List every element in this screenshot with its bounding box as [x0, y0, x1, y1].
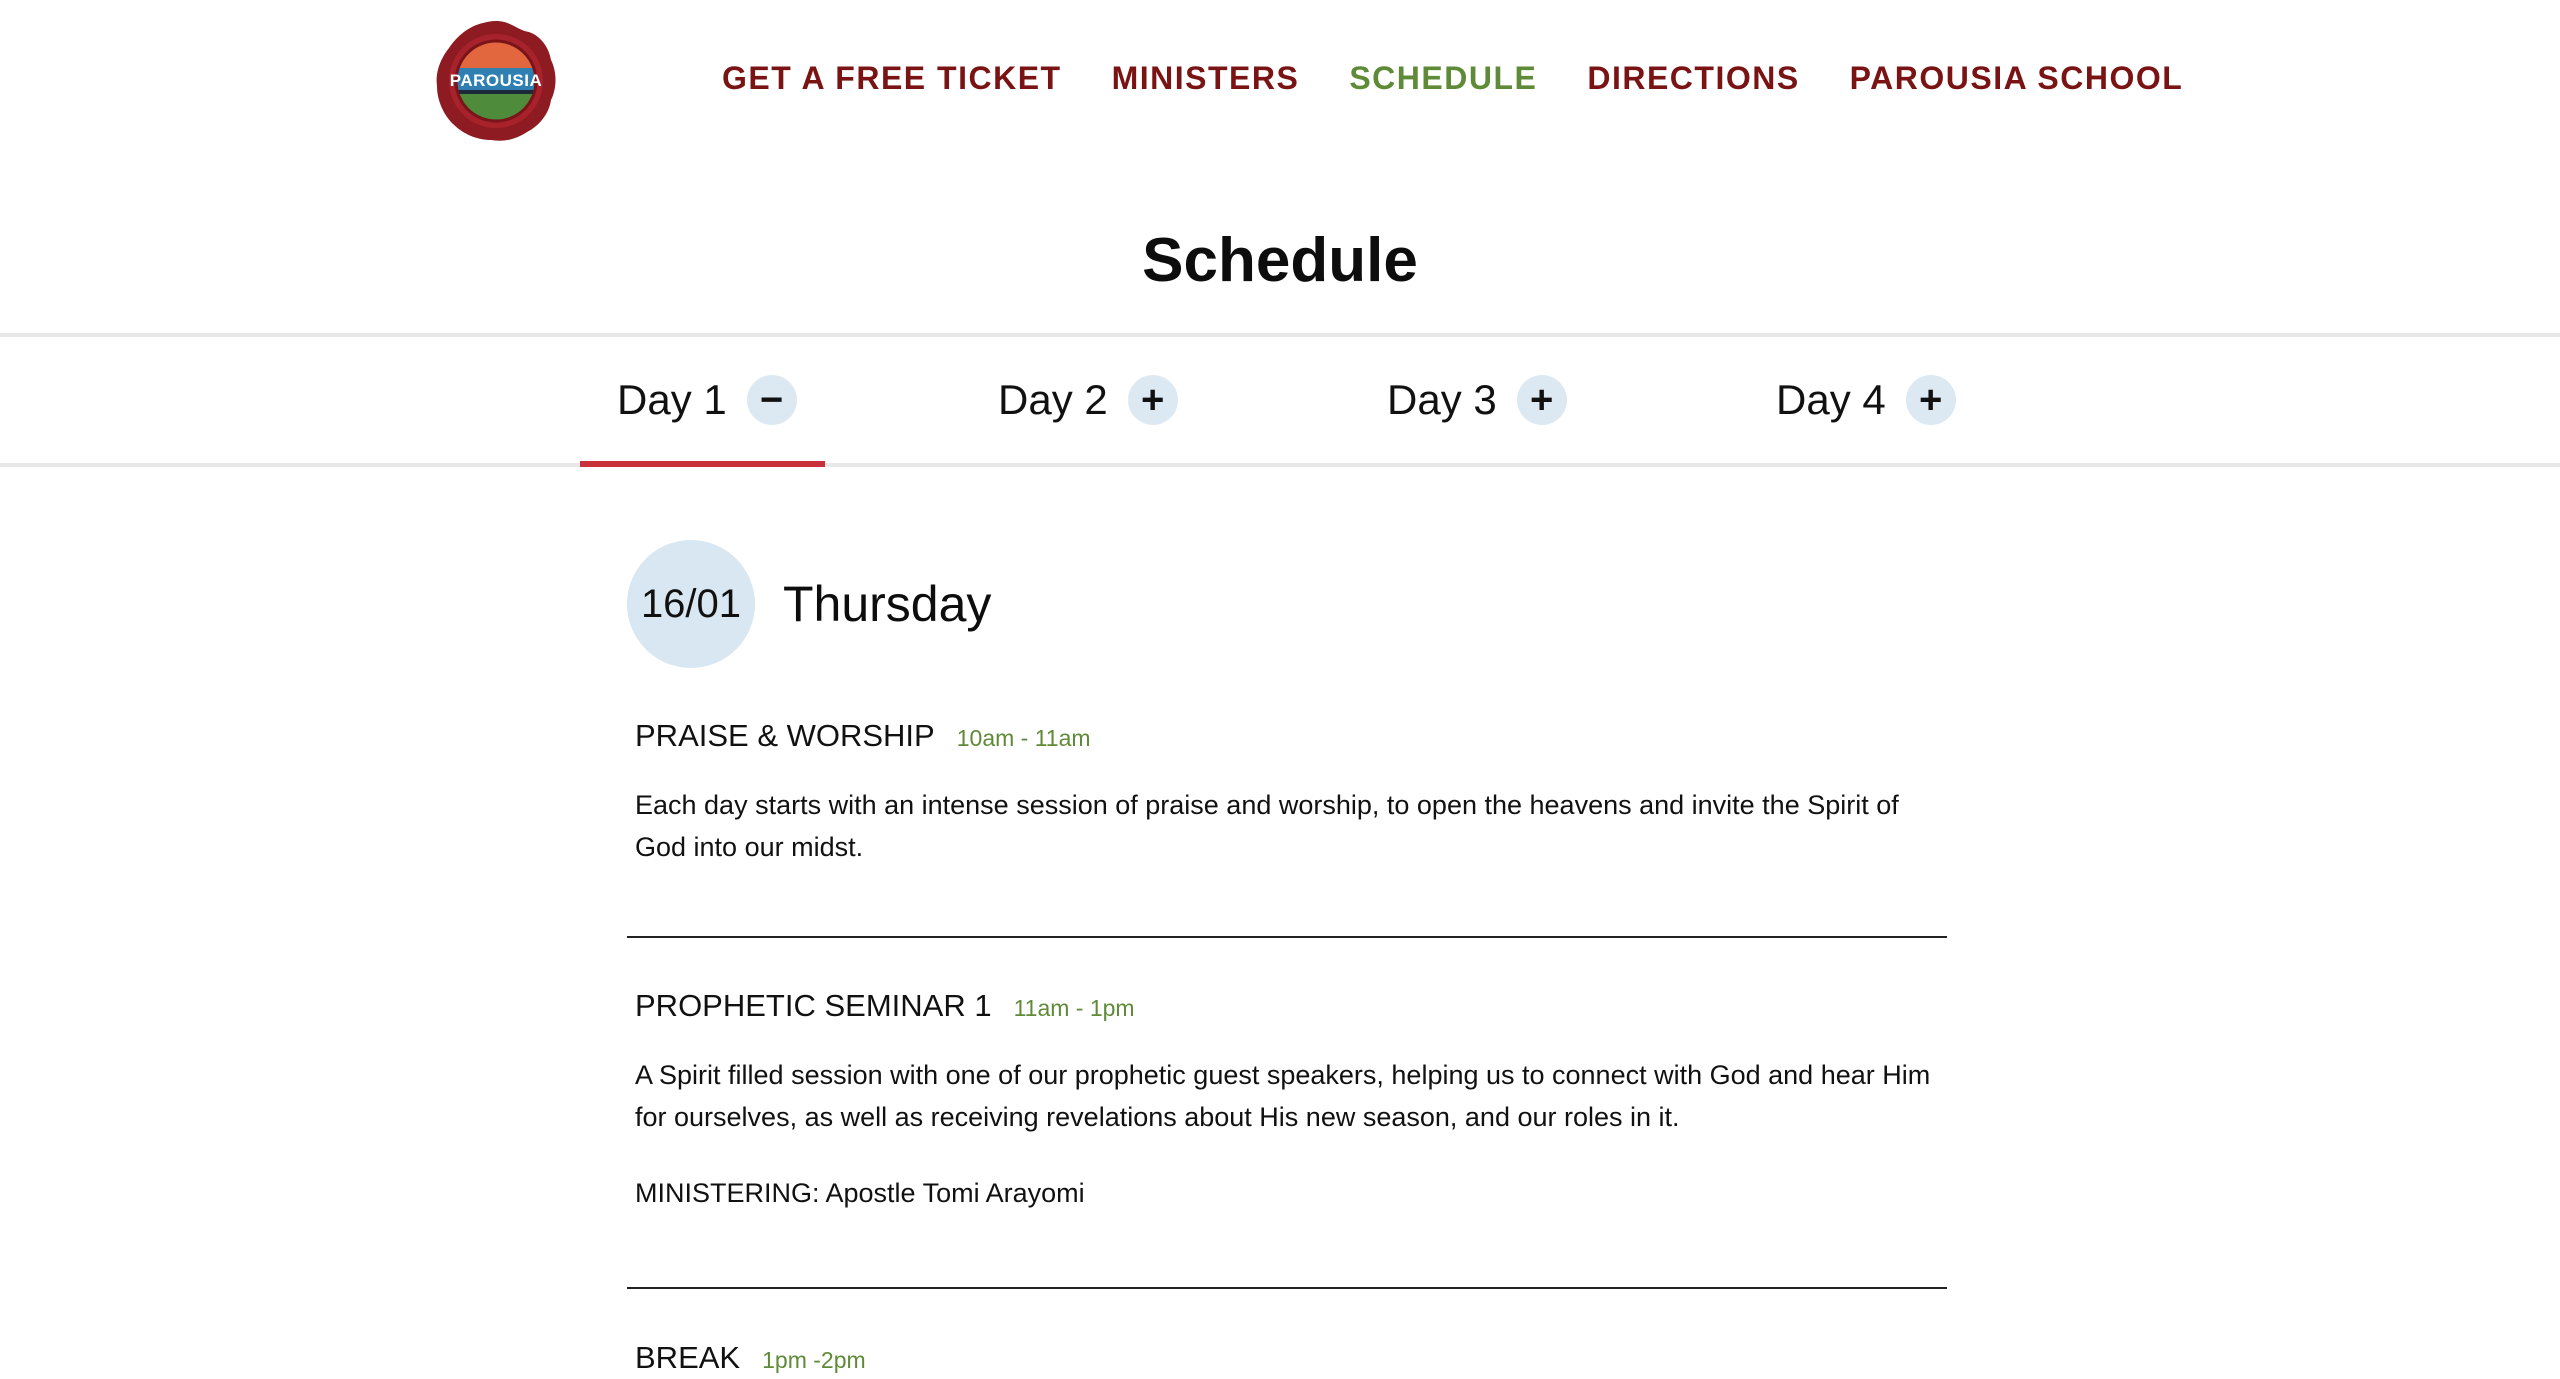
day-tabs	[0, 333, 2560, 467]
main-nav	[722, 60, 2183, 97]
event-minister: MINISTERING: Apostle Tomi Arayomi	[635, 1178, 1085, 1208]
day-heading	[627, 540, 991, 668]
event-title: BREAK	[635, 1340, 741, 1375]
page-title: Schedule	[1142, 226, 1418, 295]
site-header	[0, 0, 2560, 160]
event-description: A Spirit filled session with one of our prophetic guest speakers, helping us to connect with God and hear Him for ourselves, as well as receiving revelations about His new season, and our roles in it.	[635, 1060, 1931, 1132]
event-title: PRAISE & WORSHIP	[635, 718, 935, 753]
schedule-item	[627, 1340, 1947, 1376]
tab-label: Day 1	[617, 376, 727, 423]
nav-directions[interactable]: DIRECTIONS	[1587, 60, 1800, 96]
weekday-label: Thursday	[783, 576, 992, 632]
plus-icon[interactable]: +	[1128, 375, 1178, 425]
nav-get-free-ticket[interactable]: GET A FREE TICKET	[722, 60, 1062, 96]
divider	[627, 936, 1947, 938]
tab-label: Day 2	[998, 376, 1108, 423]
event-time: 10am - 11am	[956, 725, 1091, 751]
schedule-item	[627, 718, 1947, 868]
divider	[627, 1287, 1947, 1289]
plus-icon[interactable]: +	[1517, 375, 1567, 425]
parousia-logo[interactable]	[433, 18, 559, 144]
tab-day-4[interactable]	[1776, 337, 1956, 463]
tab-day-3[interactable]	[1387, 337, 1567, 463]
plus-icon[interactable]: +	[1906, 375, 1956, 425]
nav-schedule[interactable]: SCHEDULE	[1349, 60, 1538, 96]
tab-day-1[interactable]	[617, 337, 797, 463]
event-time: 11am - 1pm	[1013, 995, 1135, 1021]
tab-label: Day 4	[1776, 376, 1886, 423]
minus-icon[interactable]: −	[747, 375, 797, 425]
tab-day-2[interactable]	[998, 337, 1178, 463]
schedule-item	[627, 988, 1947, 1209]
event-title: PROPHETIC SEMINAR 1	[635, 988, 992, 1023]
date-badge: 16/01	[627, 540, 755, 668]
nav-ministers[interactable]: MINISTERS	[1111, 60, 1300, 96]
tab-label: Day 3	[1387, 376, 1497, 423]
logo-text: PAROUSIA	[449, 71, 543, 90]
nav-parousia-school[interactable]: PAROUSIA SCHOOL	[1849, 60, 2184, 96]
active-tab-underline	[580, 461, 825, 467]
event-description: Each day starts with an intense session of praise and worship, to open the heavens and invite the Spirit of God into our midst.	[635, 790, 1899, 862]
event-time: 1pm -2pm	[762, 1347, 866, 1373]
